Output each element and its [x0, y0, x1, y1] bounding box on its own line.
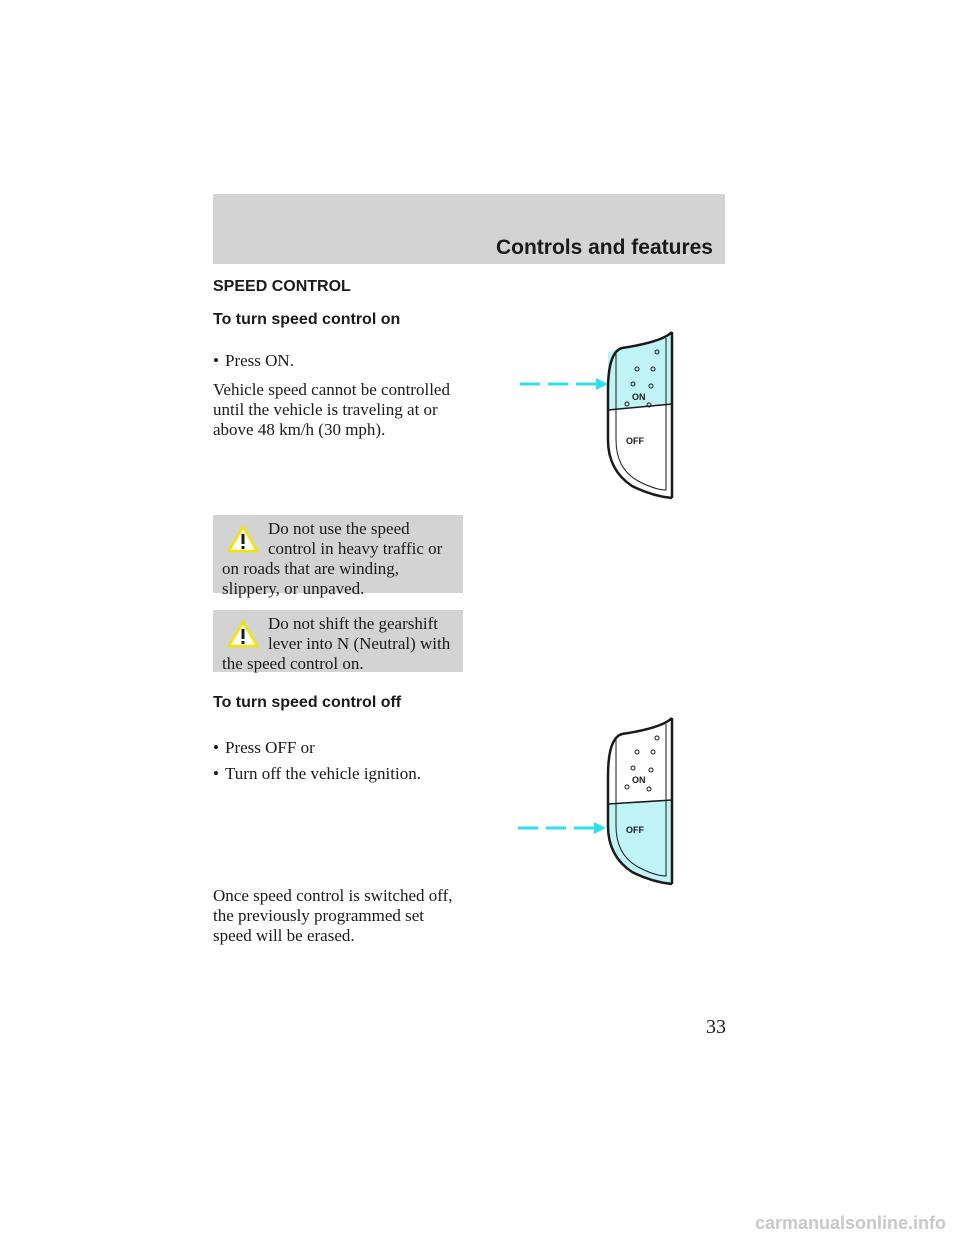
- warning-text: Do not use the speed control in heavy traffic or on roads that are winding, slippery, or unpaved.: [222, 519, 443, 598]
- bullet-icon: •: [213, 738, 219, 757]
- section-title: SPEED CONTROL: [213, 278, 351, 295]
- off-note: Once speed control is switched off, the previously programmed set speed will be erased.: [213, 886, 453, 945]
- off-label: OFF: [626, 825, 644, 835]
- on-label: ON: [632, 392, 646, 402]
- page-number: 33: [706, 1016, 726, 1038]
- on-note: Vehicle speed cannot be controlled until the vehicle is traveling at or above 48 km/h (30 mph).: [213, 380, 450, 439]
- bullet-icon: •: [213, 764, 219, 783]
- off-heading: To turn speed control off: [213, 694, 402, 711]
- bullet-icon: •: [213, 351, 219, 370]
- speed-control-switch-on-figure: [512, 330, 682, 500]
- warning-box: [213, 515, 463, 598]
- list-item: • Turn off the vehicle ignition.: [213, 764, 421, 783]
- header-band: [213, 194, 725, 264]
- warning-text: Do not shift the gearshift lever into N (Neutral) with the speed control on.: [222, 614, 451, 673]
- list-item: • Press OFF or: [213, 738, 315, 757]
- page-section-title: Controls and features: [495, 236, 713, 259]
- warning-box: [213, 610, 463, 672]
- on-heading: To turn speed control on: [213, 311, 401, 328]
- on-label: ON: [632, 775, 646, 785]
- pointer-arrow-icon: [518, 822, 606, 834]
- list-item: • Press ON.: [213, 351, 294, 370]
- speed-control-switch-off-figure: [512, 716, 682, 888]
- watermark: carmanualsonline.info: [754, 1213, 946, 1233]
- pointer-arrow-icon: [520, 378, 608, 390]
- off-button: [608, 404, 672, 498]
- off-label: OFF: [626, 436, 644, 446]
